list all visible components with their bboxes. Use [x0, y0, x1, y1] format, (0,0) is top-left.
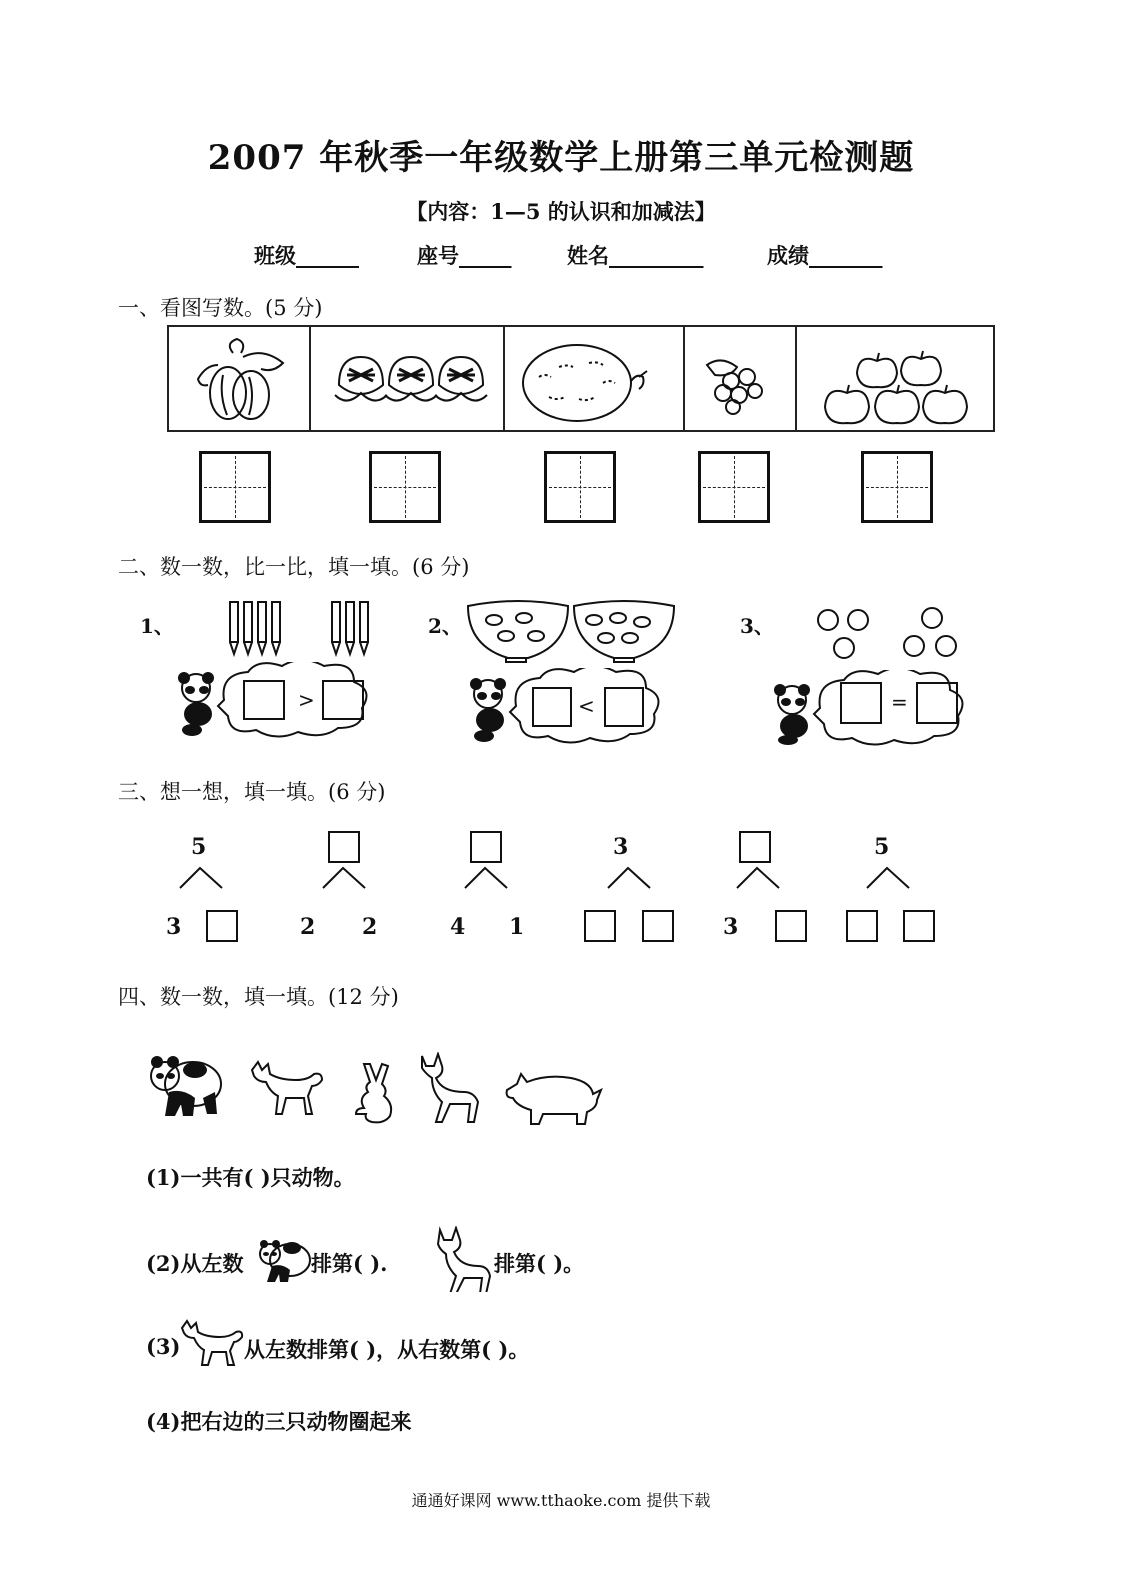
section-3-heading: 三、想一想，填一填。(6 分)	[118, 780, 386, 804]
class-field[interactable]: 班级______	[254, 243, 359, 268]
grapes-icon	[701, 347, 781, 417]
section-2-heading: 二、数一数，比一比，填一填。(6 分)	[118, 555, 470, 579]
tree-2-branch	[321, 864, 367, 890]
mango-icon	[183, 335, 295, 423]
score-field[interactable]: 成绩_______	[767, 243, 883, 268]
deer-icon	[416, 1052, 482, 1124]
pencils-icon	[226, 598, 386, 658]
compare-operator-1: >	[298, 688, 315, 712]
tree-4-right-box[interactable]	[642, 910, 674, 942]
page-title: 2007 年秋季一年级数学上册第三单元检测题	[207, 138, 915, 178]
panda-small-icon	[256, 1236, 312, 1286]
tree-3-left: 4	[450, 914, 466, 940]
question-4-1: (1)一共有( )只动物。	[146, 1165, 355, 1190]
tree-5-branch	[735, 864, 781, 890]
tree-1-branch	[178, 864, 224, 890]
tree-6-branch	[865, 864, 911, 890]
watermelon-icon	[519, 337, 669, 425]
compare-box-2b[interactable]	[604, 687, 644, 727]
tree-5-left: 3	[723, 914, 739, 940]
tree-1-left: 3	[166, 914, 182, 940]
tree-1-top: 5	[191, 834, 207, 860]
peach-icon	[329, 345, 489, 417]
compare-box-1b[interactable]	[322, 680, 364, 720]
item-2-label: 2、	[428, 614, 462, 638]
tree-4-branch	[606, 864, 652, 890]
tree-2-right: 2	[362, 914, 378, 940]
tree-4-left-box[interactable]	[584, 910, 616, 942]
oranges-icon	[814, 604, 964, 664]
fox-icon	[248, 1060, 324, 1124]
page-subtitle: 【内容：1—5 的认识和加减法】	[406, 199, 716, 224]
tree-3-right: 1	[509, 914, 525, 940]
answer-box-5[interactable]	[861, 451, 933, 523]
deer-small-icon	[434, 1226, 494, 1292]
footer-credit: 通通好课网 www.tthaoke.com 提供下载	[411, 1491, 711, 1510]
compare-box-3b[interactable]	[916, 682, 958, 724]
question-4-3-text: 从左数排第( )，从右数第( )。	[244, 1337, 530, 1362]
panda-icon	[147, 1052, 223, 1120]
answer-box-1[interactable]	[199, 451, 271, 523]
pig-icon	[503, 1068, 605, 1126]
tree-6-right-box[interactable]	[903, 910, 935, 942]
fox-small-icon	[178, 1318, 244, 1370]
compare-operator-3: =	[891, 690, 908, 714]
tree-2-left: 2	[300, 914, 316, 940]
answer-box-2[interactable]	[369, 451, 441, 523]
item-3-label: 3、	[740, 614, 774, 638]
tree-3-branch	[463, 864, 509, 890]
tree-5-right-box[interactable]	[775, 910, 807, 942]
question-4-2-prefix: (2)从左数	[146, 1251, 244, 1276]
compare-box-2a[interactable]	[532, 687, 572, 727]
question-4-2-mid: 排第( ).	[311, 1251, 388, 1276]
tree-4-top: 3	[613, 834, 629, 860]
tree-3-top-box[interactable]	[470, 831, 502, 863]
picture-strip	[167, 325, 995, 432]
tree-2-top-box[interactable]	[328, 831, 360, 863]
section-1-heading: 一、看图写数。(5 分)	[118, 296, 323, 320]
tree-6-top: 5	[874, 834, 890, 860]
compare-box-1a[interactable]	[243, 680, 285, 720]
tree-5-top-box[interactable]	[739, 831, 771, 863]
item-1-label: 1、	[140, 614, 174, 638]
question-4-3-prefix: (3)	[146, 1334, 181, 1359]
answer-box-3[interactable]	[544, 451, 616, 523]
question-4-2-suffix: 排第( )。	[494, 1251, 585, 1276]
compare-operator-2: <	[578, 694, 595, 718]
seat-field[interactable]: 座号_____	[417, 243, 512, 268]
section-4-heading: 四、数一数，填一填。(12 分)	[118, 985, 399, 1009]
tree-1-right-box[interactable]	[206, 910, 238, 942]
fishbowl-icon	[466, 596, 676, 666]
tree-6-left-box[interactable]	[846, 910, 878, 942]
apple-icon	[819, 333, 979, 429]
answer-box-4[interactable]	[698, 451, 770, 523]
question-4-4: (4)把右边的三只动物圈起来	[146, 1409, 412, 1434]
compare-box-3a[interactable]	[840, 682, 882, 724]
rabbit-icon	[352, 1062, 400, 1124]
name-field[interactable]: 姓名_________	[567, 243, 704, 268]
